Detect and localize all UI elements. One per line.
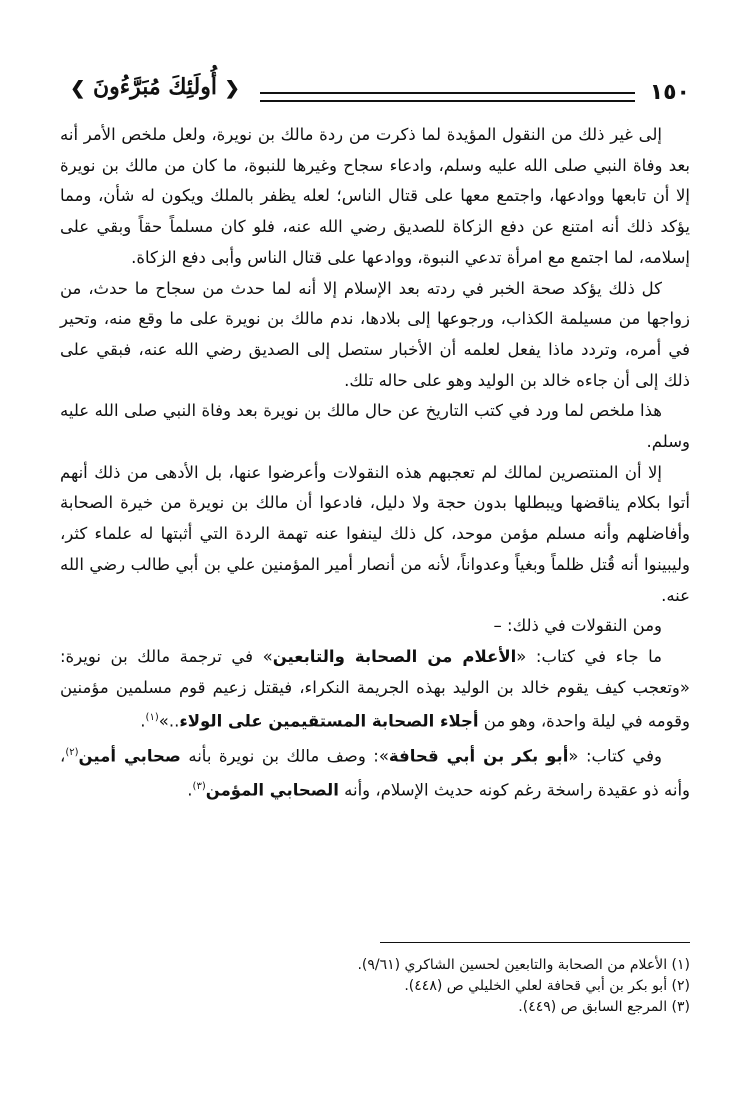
footnote-item: (٢) أبو بكر بن أبي قحافة لعلي الخليلي ص (٤٤٨). <box>404 978 690 994</box>
footnotes <box>60 955 690 1018</box>
text-run: كل ذلك يؤكد صحة الخبر في ردته بعد الإسلام إلا أنه لما حدث من سجاح ما حدث، من زواجها من مسيلمة الكذاب، ورجوعها إلى بلادها، ندم مالك بن نويرة على ما وقع منه، وتحير في أمره، وتردد ماذا يفعل لعلمه أن الأخبار ستصل إلى الصديق رضي الله عنه، فبقي على ذلك إلى أن جاءه خالد بن الوليد وهو على حاله تلك. <box>60 278 690 390</box>
text-run: وفي كتاب: « <box>568 746 662 766</box>
text-run: » في ترجمة مالك بن نويرة: «وتعجب كيف يقوم خالد بن الوليد بهذه الجريمة النكراء، فيقتل زعيم قوم مسلمين مؤمنين وقومه في ليلة واحدة، وهو من <box>60 646 690 731</box>
footnote-ref: (٢) <box>65 746 79 758</box>
text-run: ، وأنه ذو عقيدة راسخة رغم كونه حديث الإسلام، وأنه <box>60 746 690 800</box>
text-run: . <box>187 780 193 800</box>
body-text <box>60 120 690 806</box>
text-run: إلا أن المنتصرين لمالك لم تعجبهم هذه النقولات وأعرضوا عنها، بل الأدهى من ذلك أنهم أتوا بكلام يناقضها ويبطلها بدون حجة ولا دليل، فادعوا أن مالك بن نويرة من خيرة الصحابة وأفاضلهم وأنه مسلم مؤمن موحد، كل ذلك لينفوا عنه تهمة الردة التي أثبتها له علماء كثر، وليبينوا أنه قُتل ظلماً وبغياً وعدواناً، لأنه من أنصار أمير المؤمنين علي بن أبي طالب رضي الله عنه. <box>60 462 690 605</box>
ornament-left-icon: ❮ <box>70 78 86 99</box>
text-run: ومن النقولات في ذلك: – <box>493 616 662 636</box>
text-run: ..» <box>158 711 180 731</box>
paragraph <box>60 274 690 397</box>
footnote-ref: (١) <box>145 712 159 724</box>
page-number: ١٥٠ <box>649 80 690 105</box>
bold-text: الصحابي المؤمن <box>205 780 339 800</box>
paragraph <box>60 120 690 274</box>
ornament-right-icon: ❯ <box>224 78 240 99</box>
text-run: ما جاء في كتاب: « <box>516 646 662 666</box>
paragraph <box>60 611 690 642</box>
paragraph <box>60 642 690 738</box>
bold-text: أبو بكر بن أبي قحافة <box>388 746 569 766</box>
bold-text: أجلاء الصحابة المستقيمين على الولاء <box>179 711 479 731</box>
book-title: أُولَئِكَ مُبَرَّءُونَ <box>93 74 217 100</box>
text-run: هذا ملخص لما ورد في كتب التاريخ عن حال مالك بن نويرة بعد وفاة النبي صلى الله عليه وسلم. <box>60 401 690 452</box>
header-rule <box>260 92 635 102</box>
bold-text: صحابي أمين <box>78 746 181 766</box>
text-run: إلى غير ذلك من النقول المؤيدة لما ذكرت من ردة مالك بن نويرة، ولعل ملخص الأمر أنه بعد وفاة النبي صلى الله عليه وسلم، وادعاء سجاح وغيرها للنبوة، ما كان من مالك بن نويرة إلا أن تابعها ووادعها، واجتمع معها على قتال الناس؛ لعله يظفر بالملك ويكون له شأن، ومما يؤكد ذلك أنه امتنع عن دفع الزكاة للصديق رضي الله عنه، فلو كان مسلماً حقاً وبقي على إسلامه، لما اجتمع مع امرأة تدعي النبوة، ووادعها على قتال الناس وأبى دفع الزكاة. <box>60 125 690 267</box>
text-run: . <box>140 711 146 731</box>
running-title <box>60 74 250 100</box>
text-run: »: وصف مالك بن نويرة بأنه <box>180 746 389 766</box>
paragraph <box>60 458 690 612</box>
paragraph <box>60 738 690 806</box>
footnote-separator <box>380 942 690 943</box>
paragraph <box>60 396 690 457</box>
footnote-item: (١) الأعلام من الصحابة والتابعين لحسين الشاكري (٩/٦١). <box>357 957 690 973</box>
bold-text: الأعلام من الصحابة والتابعين <box>272 646 517 666</box>
footnote-item: (٣) المرجع السابق ص (٤٤٩). <box>518 999 690 1015</box>
footnote-ref: (٣) <box>192 780 206 792</box>
page-header <box>60 74 690 120</box>
